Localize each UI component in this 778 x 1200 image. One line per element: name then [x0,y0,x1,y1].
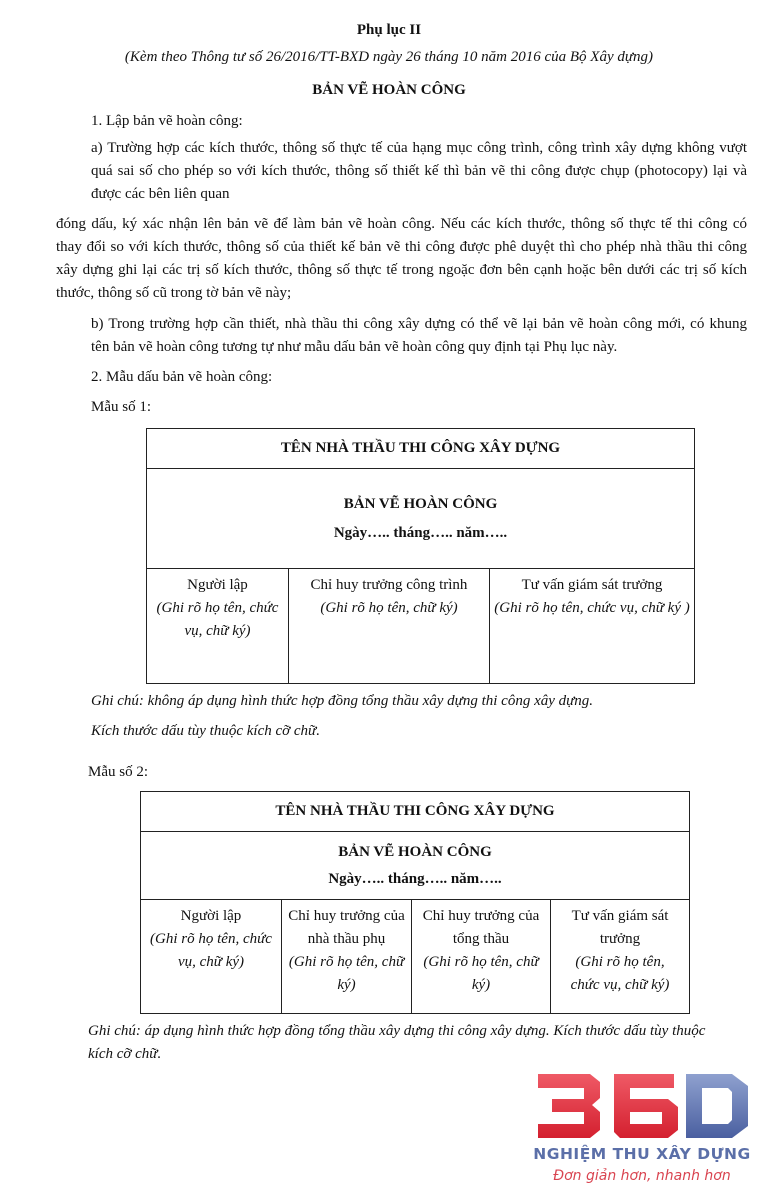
signature-role: tổng thầu [452,931,510,947]
logo-digit-three [538,1074,600,1138]
signature-role: Tư vấn giám sát [571,908,669,924]
paragraph-line: thay đổi so với kích thước, thông số của thiết kế bản vẽ thi công được phê duyệt thì cho phép nhà thầu thi công [56,239,747,255]
paragraph-line: xây dựng ghi lại các trị số kích thước, thông số thực tế trong ngoặc đơn bên cạnh hoặc bên dưới các trị số kích [56,262,747,278]
sample-2-label: Mẫu số 2: [88,764,148,780]
contractor-name: TÊN NHÀ THẦU THI CÔNG XÂY DỰNG [147,429,695,469]
logo-tagline: NGHIỆM THU XÂY DỰNG [533,1145,751,1163]
signature-role: Chỉ huy trưởng công trình [310,577,468,593]
signature-cell-subcontractor-chief [282,900,412,1014]
signature-role: Người lập [187,577,248,593]
signature-instruction: (Ghi rõ họ tên, chữ ký) [320,600,458,616]
signature-role: nhà thầu phụ [307,931,386,947]
signature-cell-site-chief [289,569,490,684]
signature-instruction: vụ, chữ ký) [184,623,251,639]
sample-1-label: Mẫu số 1: [91,399,151,415]
signature-instruction: (Ghi rõ họ tên, [575,954,665,970]
signature-instruction: ký) [471,977,491,993]
signature-cell-preparer [141,900,282,1014]
stamp-sample-2 [140,791,690,1014]
section-1-heading: 1. Lập bản vẽ hoàn công: [91,113,243,129]
signature-cell-general-contractor-chief [412,900,551,1014]
paragraph-line: a) Trường hợp các kích thước, thông số thực tế của hạng mục công trình, công trình xây dựng không vượt [91,140,747,156]
stamp-date: Ngày….. tháng….. năm….. [333,524,508,541]
paragraph-continuation [56,213,747,305]
sample-1-size-note: Kích thước dấu tùy thuộc kích cỡ chữ. [91,723,320,739]
paragraph-line: được các bên liên quan [91,186,230,202]
signature-role: Chỉ huy trưởng của [288,908,405,924]
note-line: kích cỡ chữ. [88,1046,162,1062]
document-title: BẢN VẼ HOÀN CÔNG [312,82,466,98]
paragraph-b [91,313,747,359]
signature-role: trưởng [599,931,641,947]
stamp-title-cell [147,469,695,569]
stamp-title: BẢN VẼ HOÀN CÔNG [338,843,492,860]
stamp-date: Ngày….. tháng….. năm….. [328,870,502,887]
sample-2-note [88,1020,748,1066]
paragraph-line: tên bản vẽ hoàn công tương tự như mẫu dấu bản vẽ hoàn công quy định tại Phụ lục này. [91,339,618,355]
signature-cell-supervisor [551,900,690,1014]
paragraph-line: quá sai số cho phép so với kích thước, thông số thiết kế thì bản vẽ thi công được chụp (photocopy) lại và [91,163,747,179]
paragraph-line: b) Trong trường hợp cần thiết, nhà thầu thi công xây dựng có thể vẽ lại bản vẽ hoàn công mới, có khung [91,316,747,332]
signature-instruction: (Ghi rõ họ tên, chữ [423,954,539,970]
signature-instruction: chức vụ, chữ ký) [570,977,670,993]
logo-letter-d [686,1074,748,1138]
signature-instruction: (Ghi rõ họ tên, chức [156,600,279,616]
sample-1-note: Ghi chú: không áp dụng hình thức hợp đồng tổng thầu xây dựng thi công xây dựng. [91,693,594,709]
stamp-sample-1 [146,428,695,684]
signature-instruction: ký) [337,977,356,993]
note-line: Ghi chú: áp dụng hình thức hợp đồng tổng thầu xây dựng thi công xây dựng. Kích thước dấu tùy thuộc [88,1023,706,1039]
appendix-title: Phụ lục II [356,22,422,38]
signature-role: Người lập [180,908,242,924]
logo-slogan: Đơn giản hơn, nhanh hơn [553,1168,731,1184]
logo-digit-six [614,1074,678,1138]
paragraph-line: đóng dấu, ký xác nhận lên bản vẽ để làm bản vẽ hoàn công. Nếu các kích thước, thông số thực tế thi công có [56,216,747,232]
stamp-title: BẢN VẼ HOÀN CÔNG [343,495,498,512]
legal-reference: (Kèm theo Thông tư số 26/2016/TT-BXD ngày 26 tháng 10 năm 2016 của Bộ Xây dựng) [124,49,654,65]
signature-instruction: (Ghi rõ họ tên, chức [150,931,272,947]
paragraph-a [91,137,747,206]
contractor-name: TÊN NHÀ THẦU THI CÔNG XÂY DỰNG [141,792,690,832]
stamp-title-cell [141,832,690,900]
signature-role: Chỉ huy trưởng của [422,908,540,924]
paragraph-line: thước, thông số cũ trong tờ bản vẽ này; [56,285,292,301]
signature-role: Tư vấn giám sát trưởng [521,577,663,593]
signature-instruction: vụ, chữ ký) [177,954,245,970]
section-2-heading: 2. Mẫu dấu bản vẽ hoàn công: [91,369,273,385]
signature-instruction: (Ghi rõ họ tên, chữ [288,954,405,970]
signature-cell-supervisor [490,569,695,684]
signature-instruction: (Ghi rõ họ tên, chức vụ, chữ ký ) [494,600,690,616]
signature-cell-preparer [147,569,289,684]
